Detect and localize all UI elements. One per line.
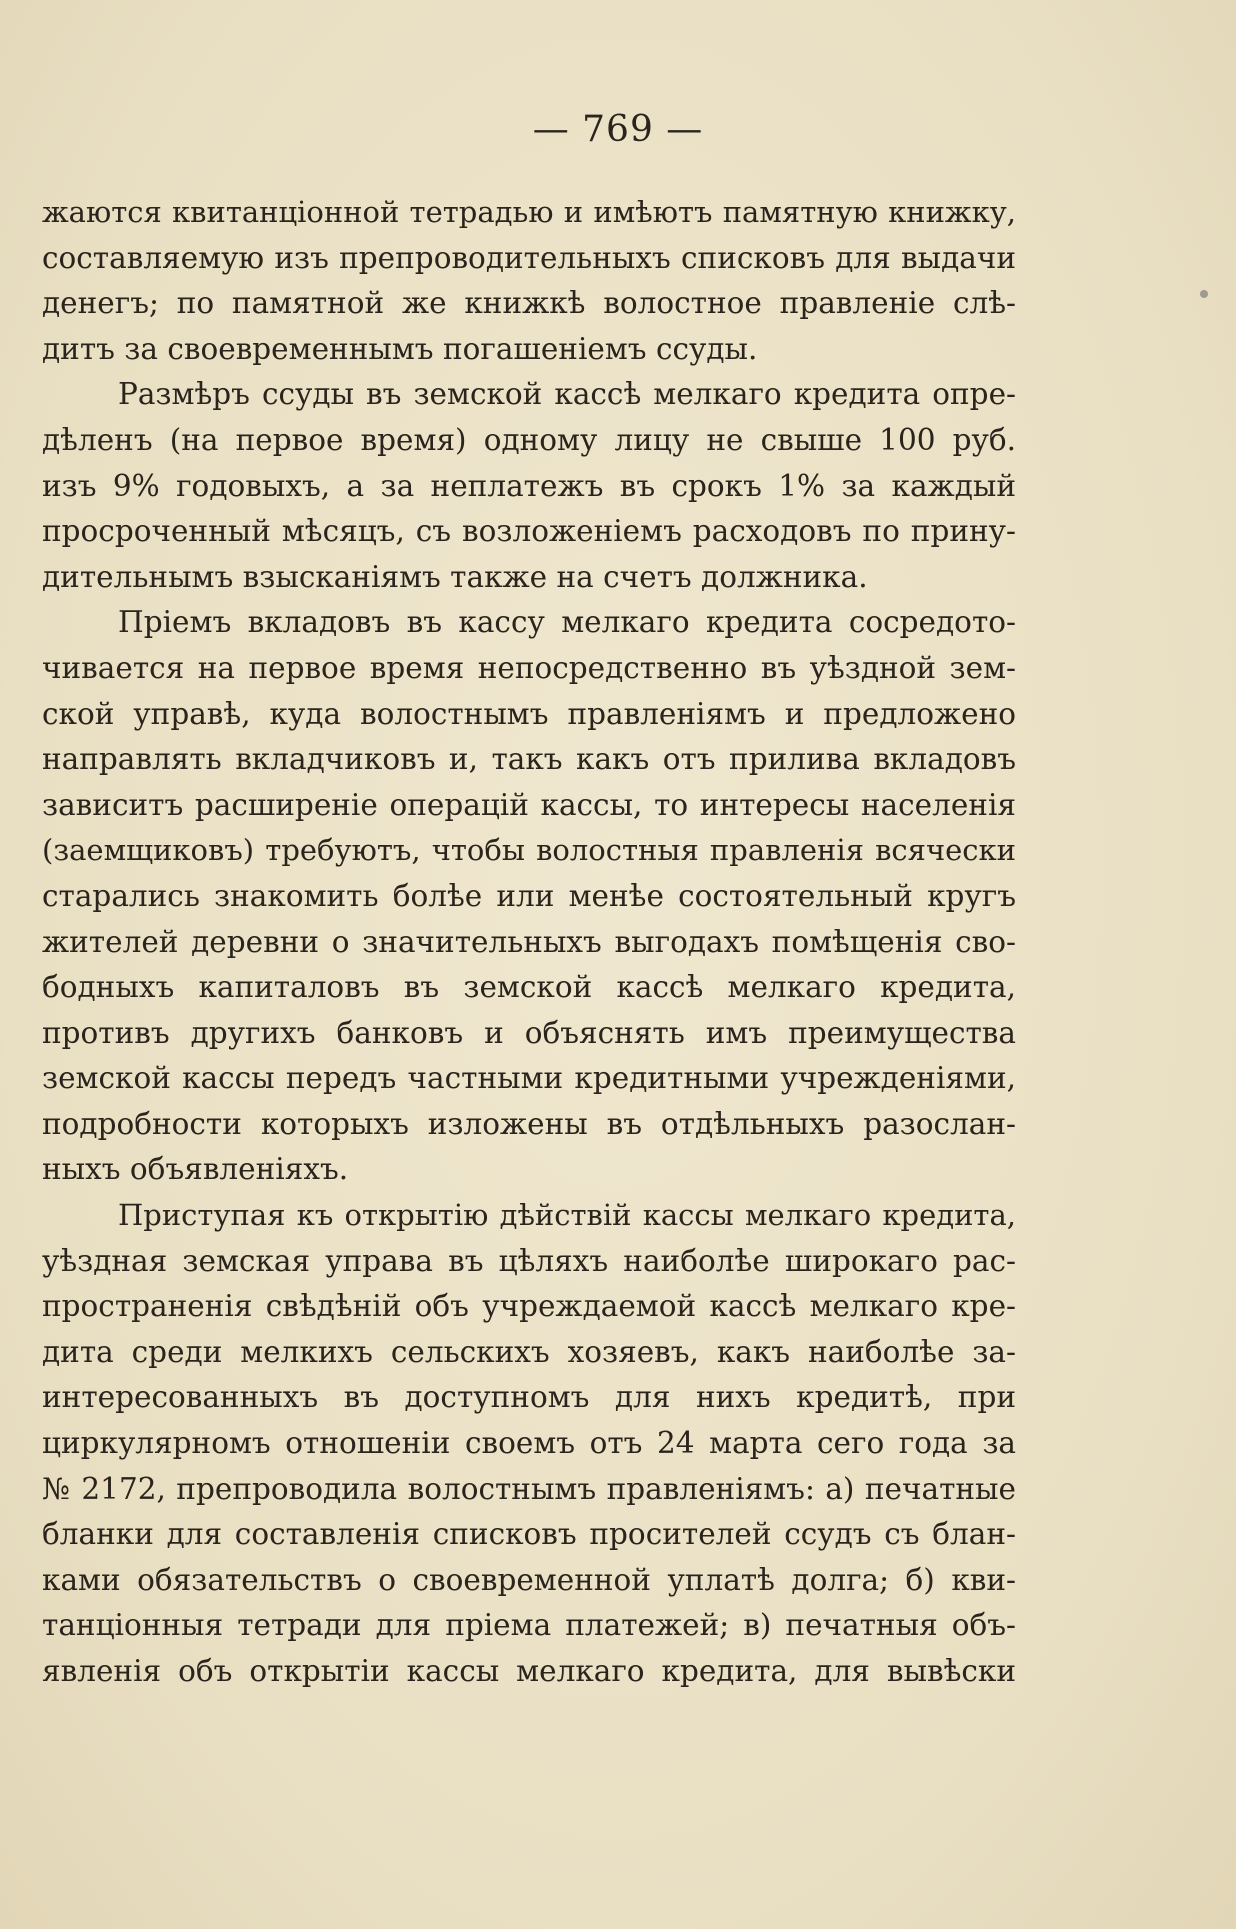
page-number: — 769 — [532,109,704,150]
text-line: Размѣръ ссуды въ земской кассѣ мелкаго кредита опре- [118,377,1016,412]
text-line: дита среди мелкихъ сельскихъ хозяевъ, какъ наиболѣе за- [42,1334,1016,1369]
text-line: циркулярномъ отношеніи своемъ отъ 24 марта сего года за [42,1426,1016,1461]
text-line: (заемщиковъ) требуютъ, чтобы волостныя правленія всячески [42,833,1016,868]
text-line: пространенія свѣдѣній объ учреждаемой кассѣ мелкаго кре- [42,1289,1016,1324]
text-line: зависитъ расширеніе операцій кассы, то интересы населенія [42,787,1016,822]
text-line: направлять вкладчиковъ и, такъ какъ отъ прилива вкладовъ [42,742,1016,777]
text-line: дитъ за своевременнымъ погашеніемъ ссуды. [42,331,758,366]
text-line: составляемую изъ препроводительныхъ списковъ для выдачи [42,240,1016,275]
text-line: ныхъ объявленіяхъ. [42,1152,349,1187]
ink-speck [1200,290,1208,298]
text-line: Приступая къ открытію дѣйствій кассы мелкаго кредита, [118,1198,1016,1233]
text-line: жаются квитанціонной тетрадью и имѣютъ памятную книжку, [42,195,1016,229]
text-line: Пріемъ вкладовъ въ кассу мелкаго кредита сосредото- [118,605,1016,640]
text-line: изъ 9% годовыхъ, а за неплатежъ въ срокъ 1% за каждый [42,468,1016,503]
text-line: жителей деревни о значительныхъ выгодахъ помѣщенія сво- [42,924,1016,959]
text-line: земской кассы передъ частными кредитными учрежденіями, [42,1061,1016,1096]
text-line: танціонныя тетради для пріема платежей; в) печатныя объ- [42,1608,1016,1643]
text-line: бланки для составленія списковъ просителей ссудъ съ блан- [42,1517,1016,1552]
text-line: уѣздная земская управа въ цѣляхъ наиболѣе широкаго рас- [42,1243,1016,1278]
text-line: денегъ; по памятной же книжкѣ волостное правленіе слѣ- [42,286,1016,321]
text-line: явленія объ открытіи кассы мелкаго кредита, для вывѣски [42,1654,1016,1688]
text-line: ками обязательствъ о своевременной уплатѣ долга; б) кви- [42,1562,1016,1597]
text-line: подробности которыхъ изложены въ отдѣльныхъ разослан- [42,1106,1016,1141]
text-line: бодныхъ капиталовъ въ земской кассѣ мелкаго кредита, [42,970,1016,1005]
text-line: просроченный мѣсяцъ, съ возложеніемъ расходовъ по прину- [42,514,1016,549]
text-line: дѣленъ (на первое время) одному лицу не свыше 100 руб. [42,422,1016,457]
text-line: чивается на первое время непосредственно въ уѣздной зем- [42,650,1016,685]
text-line: интересованныхъ въ доступномъ для нихъ кредитѣ, при [42,1380,1016,1415]
body-text [42,190,1016,1695]
text-line: старались знакомить болѣе или менѣе состоятельный кругъ [42,878,1016,913]
text-line: ской управѣ, куда волостнымъ правленіямъ и предложено [42,696,1016,731]
text-line: дительнымъ взысканіямъ также на счетъ должника. [42,559,868,594]
text-line: № 2172, препроводила волостнымъ правленіямъ: а) печатные [42,1471,1016,1506]
text-line: противъ другихъ банковъ и объяснять имъ преимущества [42,1015,1016,1050]
